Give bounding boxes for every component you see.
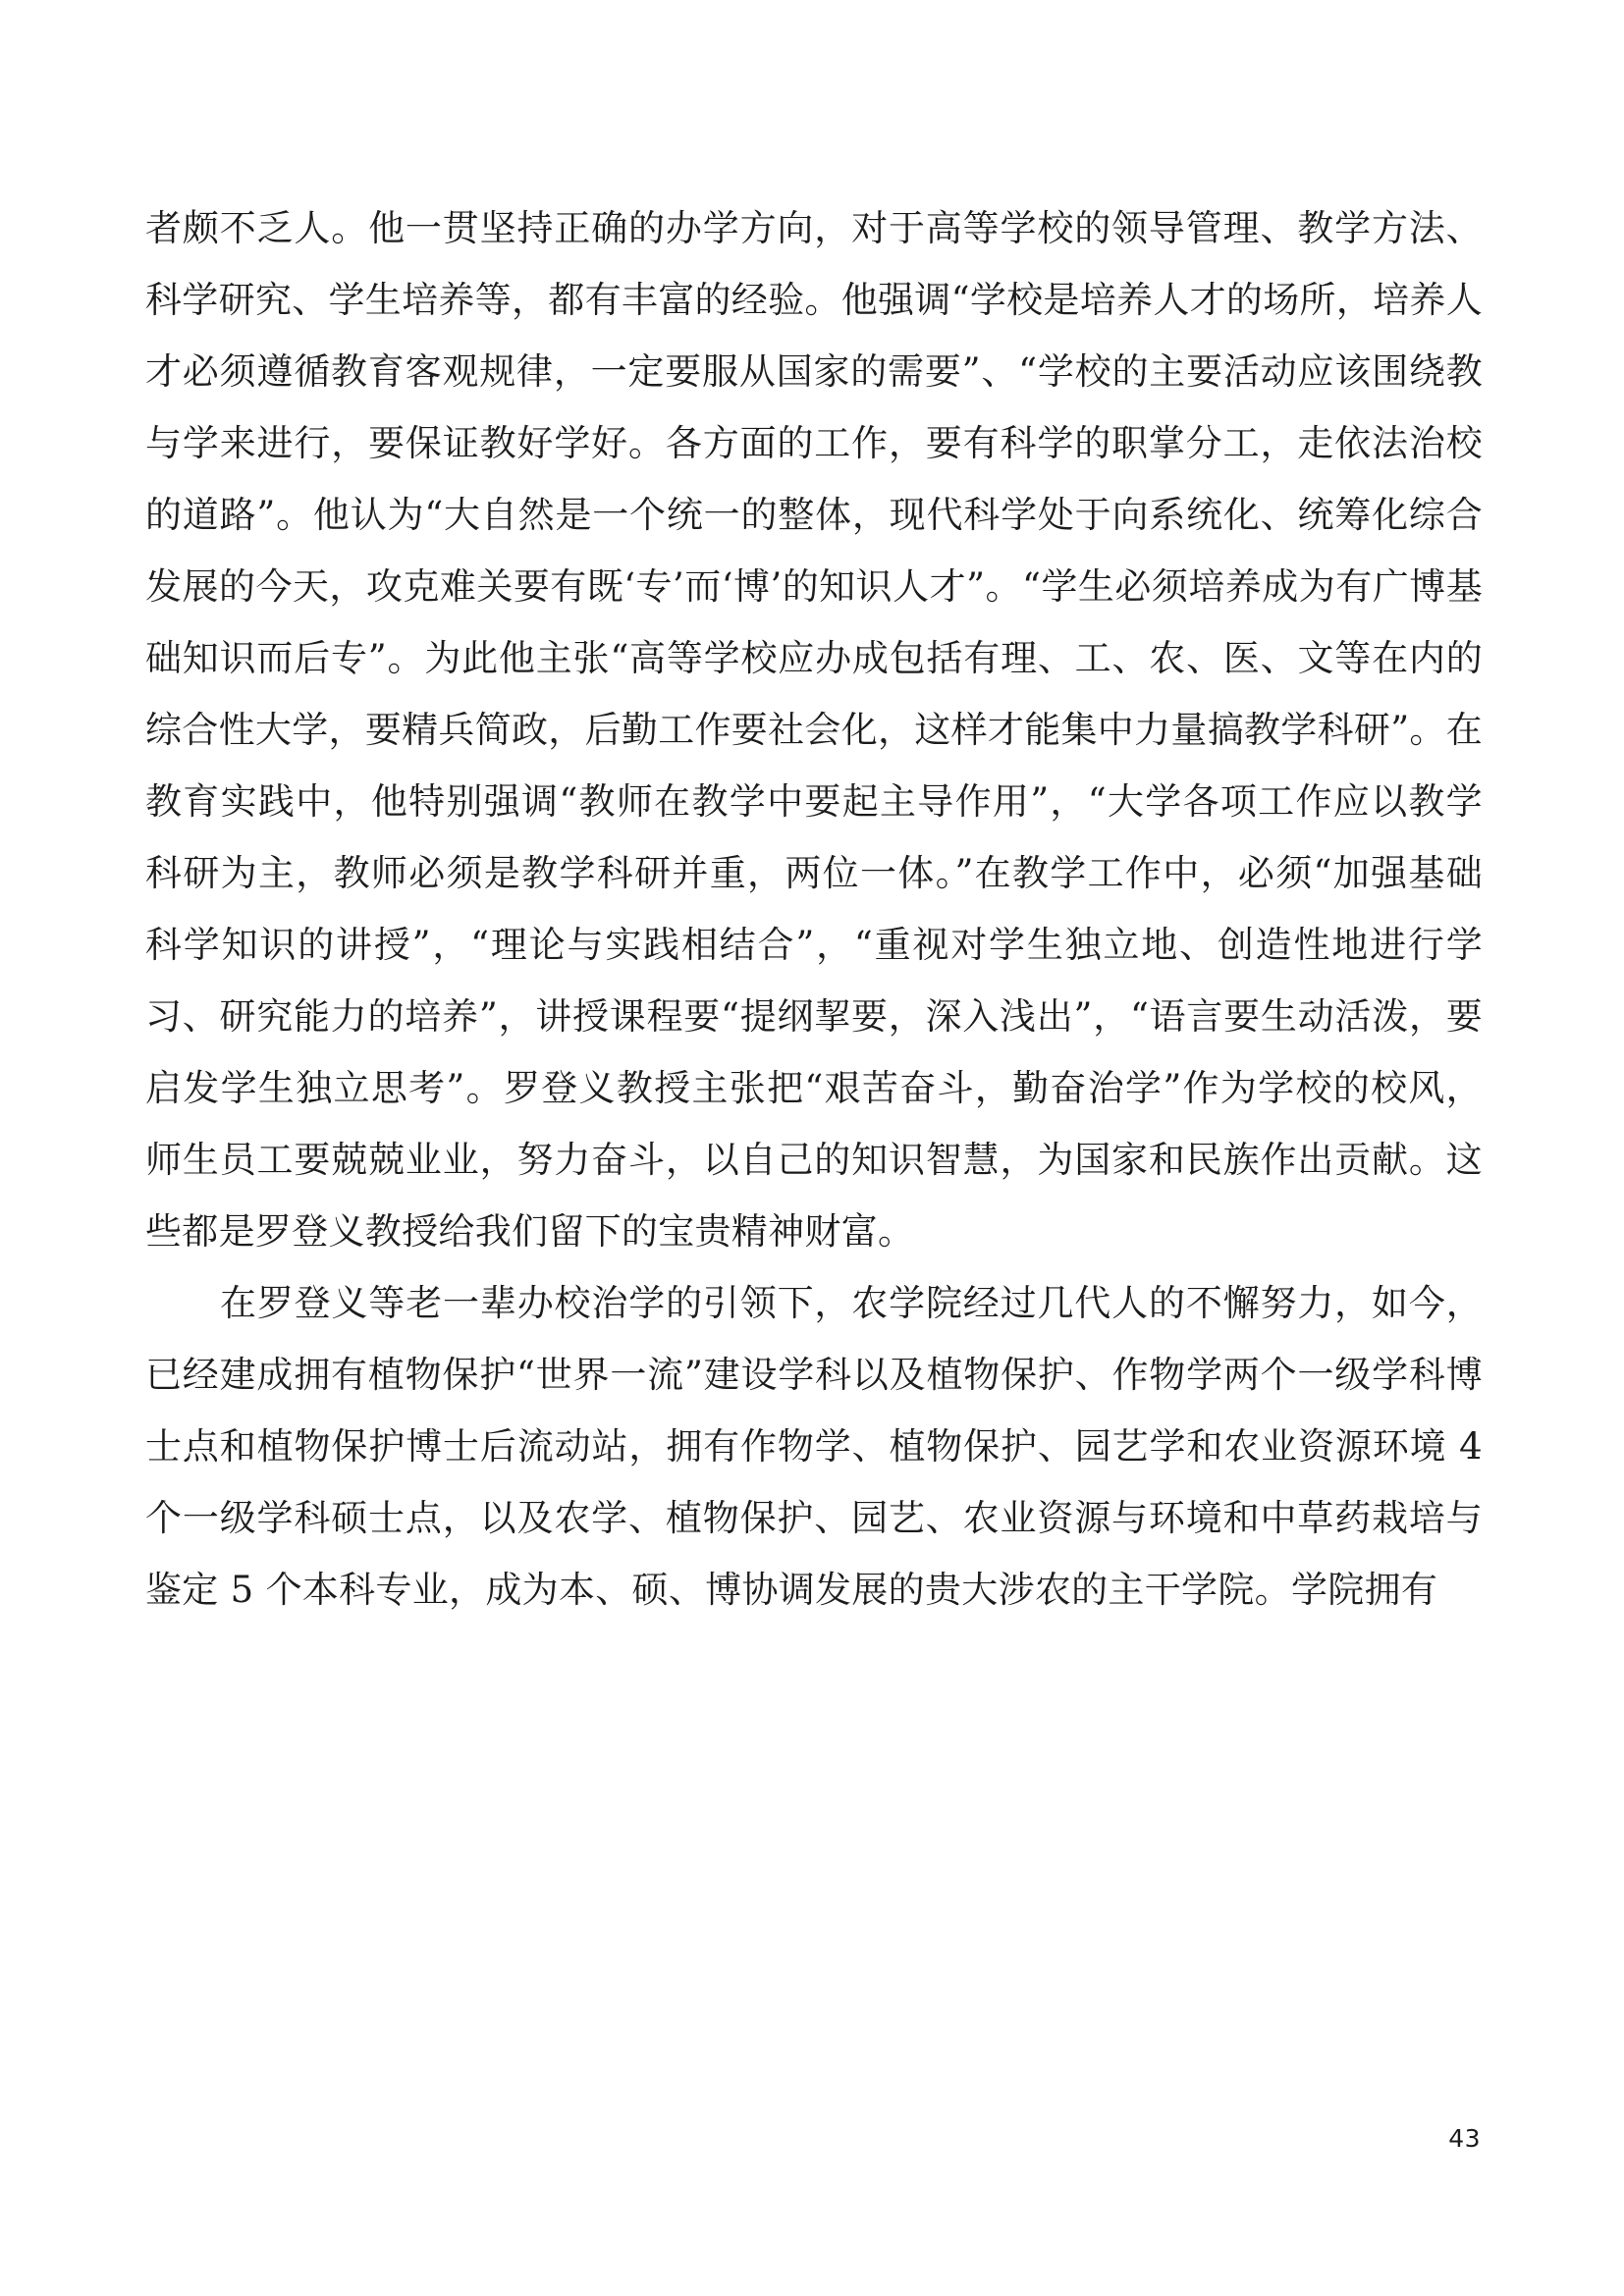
page-number: 43 <box>1448 2124 1481 2153</box>
body-paragraph: 者颇不乏人。他一贯坚持正确的办学方向，对于高等学校的领导管理、教学方法、科学研究、学生培养等，都有丰富的经验。他强调“学校是培养人才的场所，培养人才必须遵循教育客观规律，一定要服从国家的需要”、“学校的主要活动应该围绕教与学来进行，要保证教好学好。各方面的工作，要有科学的职掌分工，走依法治校的道路”。他认为“大自然是一个统一的整体，现代科学处于向系统化、统筹化综合发展的今天，攻克难关要有既‘专’而‘博’的知识人才”。“学生必须培养成为有广博基础知识而后专”。为此他主张“高等学校应办成包括有理、工、农、医、文等在内的综合性大学，要精兵简政，后勤工作要社会化，这样才能集中力量搞教学科研”。在教育实践中，他特别强调“教师在教学中要起主导作用”，“大学各项工作应以教学科研为主，教师必须是教学科研并重，两位一体。”在教学工作中，必须“加强基础科学知识的讲授”，“理论与实践相结合”，“重视对学生独立地、创造性地进行学习、研究能力的培养”，讲授课程要“提纲挈要，深入浅出”，“语言要生动活泼，要启发学生独立思考”。罗登义教授主张把“艰苦奋斗，勤奋治学”作为学校的校风，师生员工要兢兢业业，努力奋斗，以自己的知识智慧，为国家和民族作出贡献。这些都是罗登义教授给我们留下的宝贵精神财富。 <box>145 207 1484 1253</box>
body-paragraph: 在罗登义等老一辈办校治学的引领下，农学院经过几代人的不懈努力，如今，已经建成拥有植物保护“世界一流”建设学科以及植物保护、作物学两个一级学科博士点和植物保护博士后流动站，拥有作物学、植物保护、园艺学和农业资源环境 4 个一级学科硕士点，以及农学、植物保护、园艺、农业资源与环境和中草药栽培与鉴定 5 个本科专业，成为本、硕、博协调发展的贵大涉农的主干学院。学院拥有 <box>145 1282 1483 1611</box>
page-body <box>145 192 1483 1626</box>
